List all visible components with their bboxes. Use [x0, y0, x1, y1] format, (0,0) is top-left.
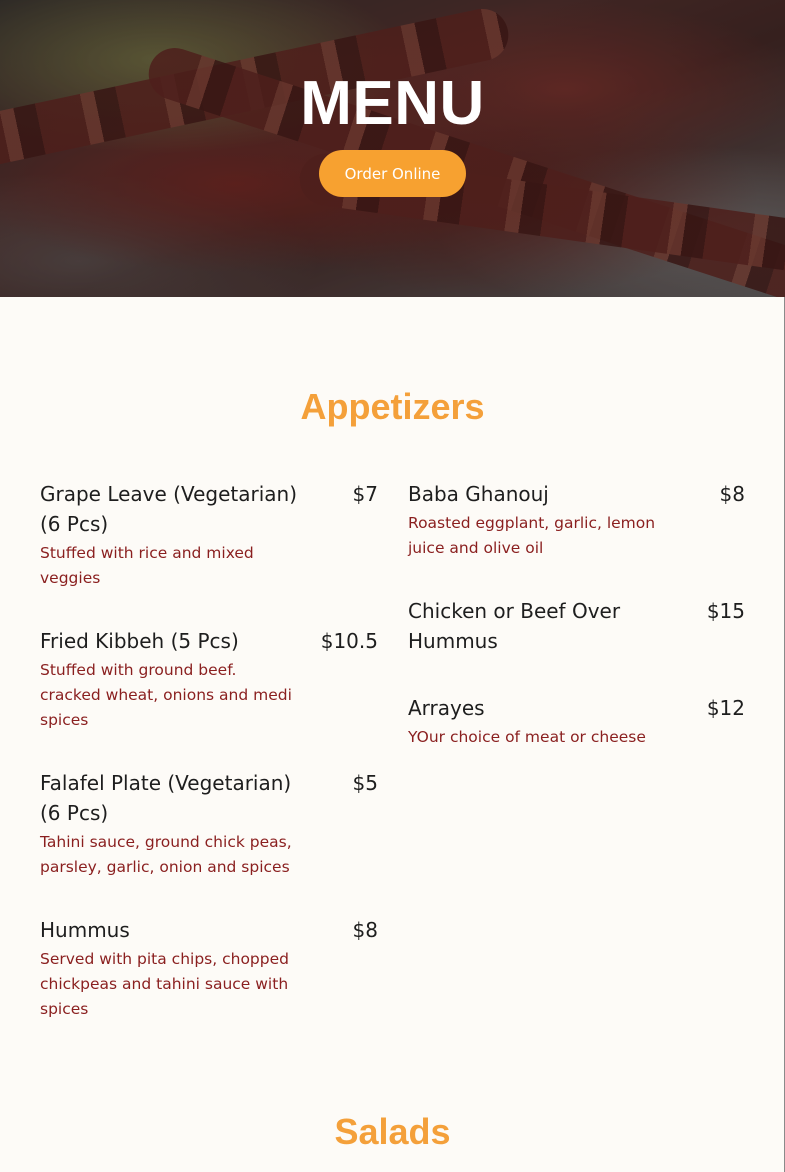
menu-item	[40, 768, 378, 880]
page-title: MENU	[300, 69, 485, 138]
menu-item-price: $8	[352, 918, 378, 942]
order-online-button[interactable]: Order Online	[319, 150, 466, 197]
menu-item	[408, 693, 745, 750]
menu-item	[40, 479, 378, 591]
menu-item-price: $15	[706, 599, 745, 623]
hero-content	[0, 0, 785, 297]
menu-item-price: $7	[352, 482, 378, 506]
menu-item-name: Fried Kibbeh (5 Pcs)	[40, 629, 239, 653]
menu-item-description: Roasted eggplant, garlic, lemon juice and olive oil	[408, 514, 656, 557]
menu-item-description: Served with pita chips, chopped chickpeas and tahini sauce with spices	[40, 950, 289, 1018]
menu-item-description: Stuffed with rice and mixed veggies	[40, 544, 254, 587]
menu-item	[40, 915, 378, 1022]
section-title-salads: Salads	[334, 1111, 451, 1152]
menu-item-description: Tahini sauce, ground chick peas, parsley, garlic, onion and spices	[40, 833, 292, 876]
menu-item	[408, 596, 745, 658]
menu-item-name: Baba Ghanouj	[408, 482, 549, 506]
menu-item-name: Falafel Plate (Vegetarian) (6 Pcs)	[40, 771, 292, 825]
menu-item-description: Stuffed with ground beef. cracked wheat, onions and medi spices	[40, 661, 292, 729]
menu-item-name: Grape Leave (Vegetarian) (6 Pcs)	[40, 482, 298, 536]
menu-item-price: $10.5	[320, 629, 378, 653]
menu-item-name: Hummus	[40, 918, 130, 942]
section-title-appetizers: Appetizers	[300, 386, 485, 427]
menu-item-price: $12	[706, 696, 745, 720]
menu-item-name: Arrayes	[408, 696, 485, 720]
menu-item	[408, 479, 745, 561]
menu-item-description: YOur choice of meat or cheese	[408, 728, 646, 746]
menu-item-price: $8	[719, 482, 745, 506]
menu-item-name: Chicken or Beef Over Hummus	[408, 599, 621, 653]
menu-item-price: $5	[352, 771, 378, 795]
hero-banner	[0, 0, 785, 297]
menu-item	[40, 626, 378, 733]
